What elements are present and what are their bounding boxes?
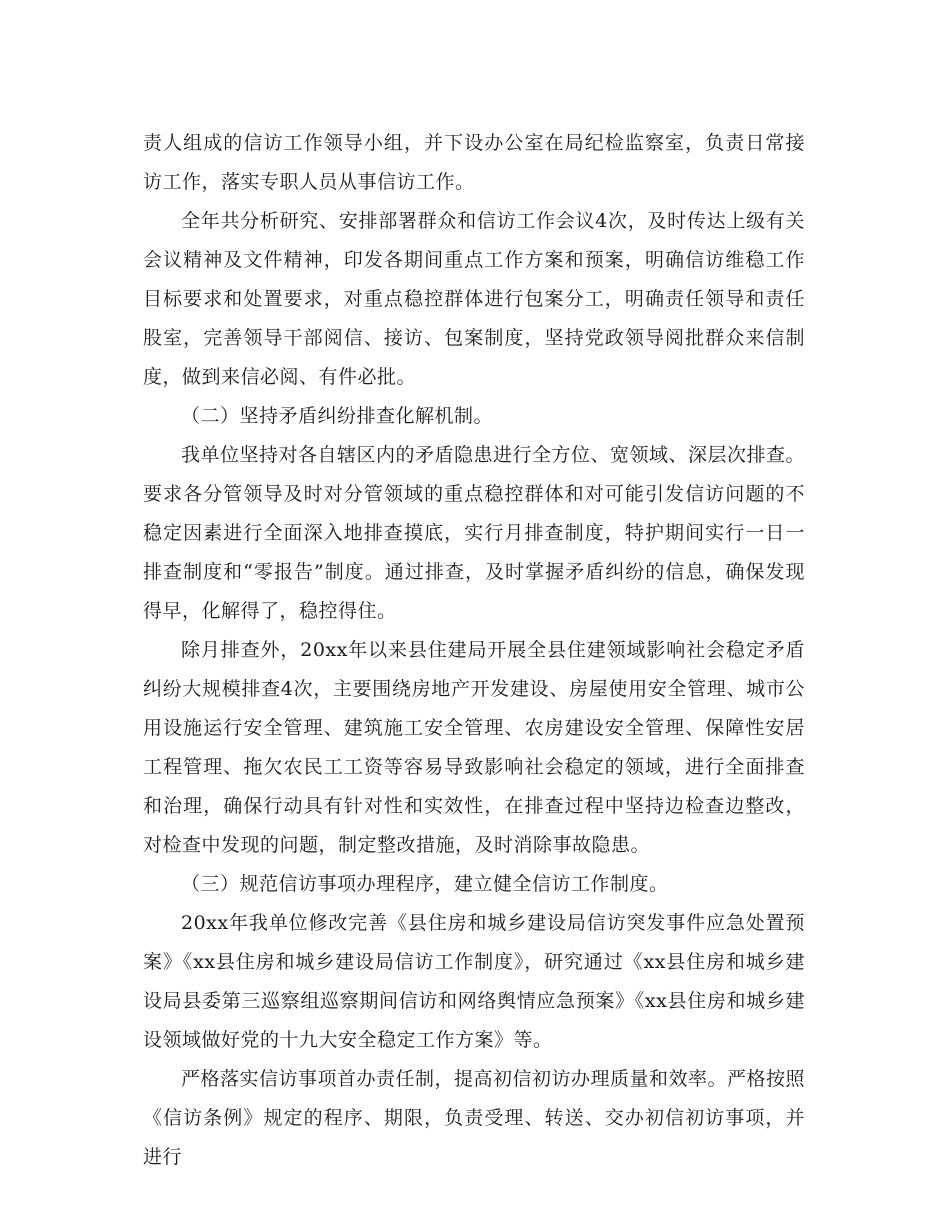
document-body: [143, 124, 805, 1177]
section-heading-3: （三）规范信访事项办理程序，建立健全信访工作制度。: [181, 873, 669, 895]
paragraph-4: 除月排查外，20xx年以来县住建局开展全县住建领域影响社会稳定矛盾纠纷大规模排查4次，主要围绕房地产开发建设、房屋使用安全管理、城市公用设施运行安全管理、建筑施工安全管理、农房建设安全管理、保障性安居工程管理、拖欠农民工工资等容易导致影响社会稳定的领域，进行全面排查和治理，确保行动具有针对性和实效性，在排查过程中坚持边检查边整改，对检查中发现的问题，制定整改措施，及时消除事故隐患。: [143, 639, 805, 856]
paragraph-3: 我单位坚持对各自辖区内的矛盾隐患进行全方位、宽领域、深层次排查。要求各分管领导及时对分管领域的重点稳控群体和对可能引发信访问题的不稳定因素进行全面深入地排查摸底，实行月排查制度，特护期间实行一日一排查制度和“零报告”制度。通过排查，及时掌握矛盾纠纷的信息，确保发现得早，化解得了，稳控得住。: [143, 444, 806, 622]
section-heading-2: （二）坚持矛盾纠纷排查化解机制。: [181, 405, 494, 427]
paragraph-1: 责人组成的信访工作领导小组，并下设办公室在局纪检监察室，负责日常接访工作，落实专职人员从事信访工作。: [143, 132, 805, 193]
paragraph-2: 全年共分析研究、安排部署群众和信访工作会议4次，及时传达上级有关会议精神及文件精神，印发各期间重点工作方案和预案，明确信访维稳工作目标要求和处置要求，对重点稳控群体进行包案分工，明确责任领导和责任股室，完善领导干部阅信、接访、包案制度，坚持党政领导阅批群众来信制度，做到来信必阅、有件必批。: [143, 210, 805, 388]
paragraph-5: 20xx年我单位修改完善《县住房和城乡建设局信访突发事件应急处置预案》《xx县住房和城乡建设局信访工作制度》，研究通过《xx县住房和城乡建设局县委第三巡察组巡察期间信访和网络舆情应急预案》《xx县住房和城乡建设领域做好党的十九大安全稳定工作方案》等。: [143, 912, 805, 1051]
paragraph-6: 严格落实信访事项首办责任制，提高初信初访办理质量和效率。严格按照《信访条例》规定的程序、期限，负责受理、转送、交办初信初访事项，并进行: [143, 1068, 806, 1168]
